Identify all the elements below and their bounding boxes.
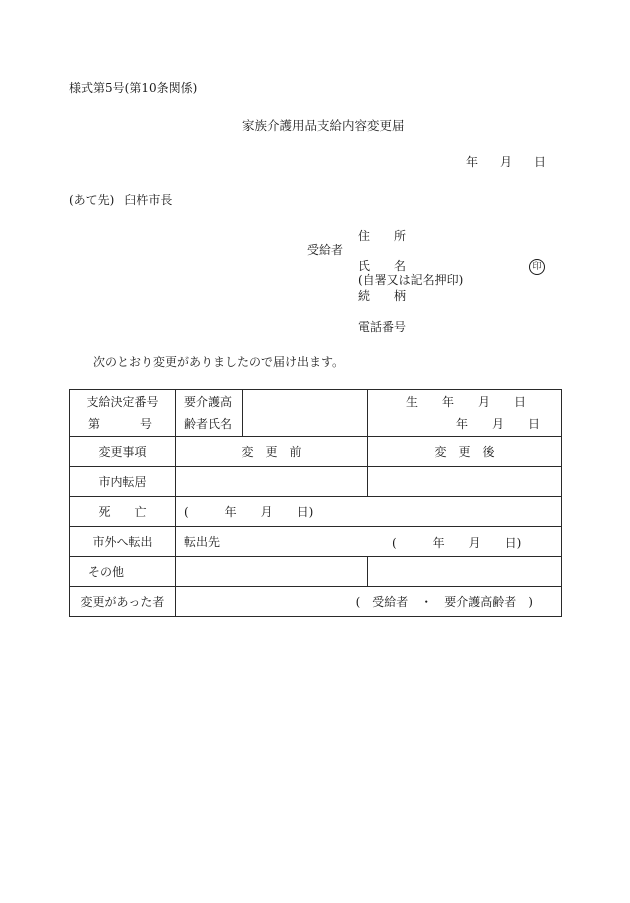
signature-note: (自署又は記名押印) (358, 273, 464, 287)
death-row (70, 497, 562, 527)
elderly-name-label-cell (176, 390, 243, 437)
move-within-label: 市内転居 (70, 467, 176, 497)
birth-date-line (368, 391, 561, 413)
reporter-label: 変更があった者 (70, 587, 176, 617)
second-year-label: 年 (456, 417, 469, 431)
column-header-row (70, 437, 562, 467)
cert-number-label: 支給決定番号 (86, 395, 159, 409)
move-out-row (70, 527, 562, 557)
cert-number-line (70, 413, 175, 435)
move-within-before-input[interactable] (176, 467, 368, 497)
recipient-label: 受給者 (307, 243, 344, 257)
phone-label: 電話番号 (358, 320, 407, 334)
seal-mark (529, 258, 545, 275)
name-label: 氏 名 (358, 259, 407, 273)
birth-day-label: 日 (514, 395, 527, 409)
cert-number-suffix: 号 (140, 417, 153, 431)
date-year-label: 年 (466, 155, 479, 169)
second-month-label: 月 (492, 417, 505, 431)
cert-number-prefix: 第 (88, 417, 101, 431)
intro-text: 次のとおり変更がありましたので届け出ます。 (93, 355, 345, 369)
move-within-after-input[interactable] (368, 467, 562, 497)
addressee-prefix: (あて先) (69, 193, 115, 207)
move-out-destination-field[interactable] (176, 527, 562, 557)
move-out-label: 市外へ転出 (70, 527, 176, 557)
address-label: 住 所 (358, 229, 407, 243)
second-date-line (368, 413, 561, 435)
move-out-destination-label: 転出先 (184, 535, 221, 549)
elderly-name-label-bottom: 齢者氏名 (184, 417, 233, 431)
move-within-row (70, 467, 562, 497)
death-date-field[interactable] (176, 497, 562, 527)
reporter-options-field[interactable] (176, 587, 562, 617)
header-row (70, 390, 562, 437)
date-line (466, 155, 546, 169)
change-item-header: 変更事項 (70, 437, 176, 467)
birth-year-label: 年 (442, 395, 455, 409)
death-label: 死 亡 (70, 497, 176, 527)
birth-month-label: 月 (478, 395, 491, 409)
reporter-row (70, 587, 562, 617)
other-before-input[interactable] (176, 557, 368, 587)
move-out-date-text: ( 年 月 日) (392, 536, 522, 550)
birth-label: 生 (406, 395, 419, 409)
elderly-name-input[interactable] (243, 390, 368, 437)
addressee (69, 193, 172, 207)
date-month-label: 月 (500, 155, 513, 169)
change-form-table (69, 389, 562, 617)
date-day-label: 日 (534, 155, 547, 169)
form-number: 様式第5号(第10条関係) (69, 81, 198, 95)
seal-icon: 印 (529, 259, 545, 275)
reporter-options-text: ( 受給者 ・ 要介護高齢者 ) (355, 595, 533, 609)
form-title: 家族介護用品支給内容変更届 (242, 118, 405, 133)
cert-number-cell[interactable] (70, 390, 176, 437)
elderly-name-label-top: 要介護高 (184, 395, 233, 409)
other-after-input[interactable] (368, 557, 562, 587)
other-row (70, 557, 562, 587)
other-label: その他 (70, 557, 176, 587)
before-change-header: 変 更 前 (176, 437, 368, 467)
birth-date-cell[interactable] (368, 390, 562, 437)
second-day-label: 日 (528, 417, 541, 431)
death-date-text: ( 年 月 日) (184, 505, 314, 519)
addressee-name: 臼杵市長 (124, 193, 173, 207)
relation-label: 続 柄 (358, 289, 407, 303)
after-change-header: 変 更 後 (368, 437, 562, 467)
